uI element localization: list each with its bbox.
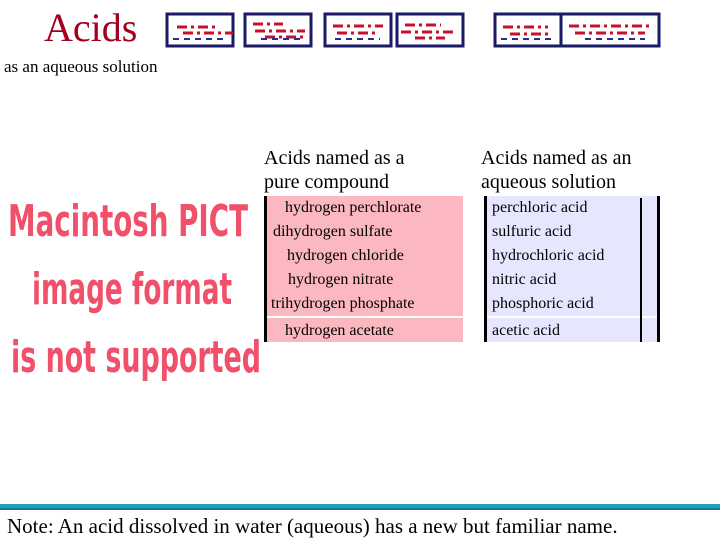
placeholder-line-2: image format: [32, 264, 232, 315]
list-item: hydrogen acetate: [267, 316, 463, 342]
list-item: dihydrogen sulfate: [273, 223, 393, 240]
list-item: perchloric acid: [492, 199, 588, 216]
right-header-line-1: Acids named as an: [481, 147, 632, 169]
right-column-header: [481, 146, 632, 194]
aqueous-solution-group: [487, 196, 657, 316]
slide-subtitle: as an aqueous solution: [4, 57, 158, 76]
list-item: trihydrogen phosphate: [271, 295, 415, 312]
unsupported-image-placeholder: [6, 186, 262, 386]
list-item: nitric acid: [492, 271, 557, 288]
list-item: hydrochloric acid: [492, 247, 605, 264]
list-item: hydrogen chloride: [287, 247, 404, 264]
list-item: acetic acid: [487, 316, 657, 342]
placeholder-line-1: Macintosh PICT: [8, 196, 248, 247]
left-header-line-2: pure compound: [264, 171, 389, 193]
aqueous-solution-column: [484, 196, 660, 342]
right-column-divider: [640, 198, 642, 342]
left-column-header: [264, 146, 405, 194]
footer-note-bar: [0, 504, 720, 540]
decorative-banner: [165, 11, 665, 49]
left-header-line-1: Acids named as a: [264, 147, 405, 169]
slide-title: Acids: [44, 5, 138, 50]
right-header-line-2: aqueous solution: [481, 171, 616, 193]
pure-compound-column: [264, 196, 463, 342]
list-item: hydrogen perchlorate: [285, 199, 422, 216]
list-item: sulfuric acid: [492, 223, 572, 240]
placeholder-line-3: is not supported: [11, 332, 261, 383]
list-item: phosphoric acid: [492, 295, 594, 312]
pure-compound-group: [267, 196, 463, 316]
list-item: hydrogen nitrate: [288, 271, 394, 288]
footer-note: Note: An acid dissolved in water (aqueous) has a new but familiar name.: [7, 514, 618, 538]
